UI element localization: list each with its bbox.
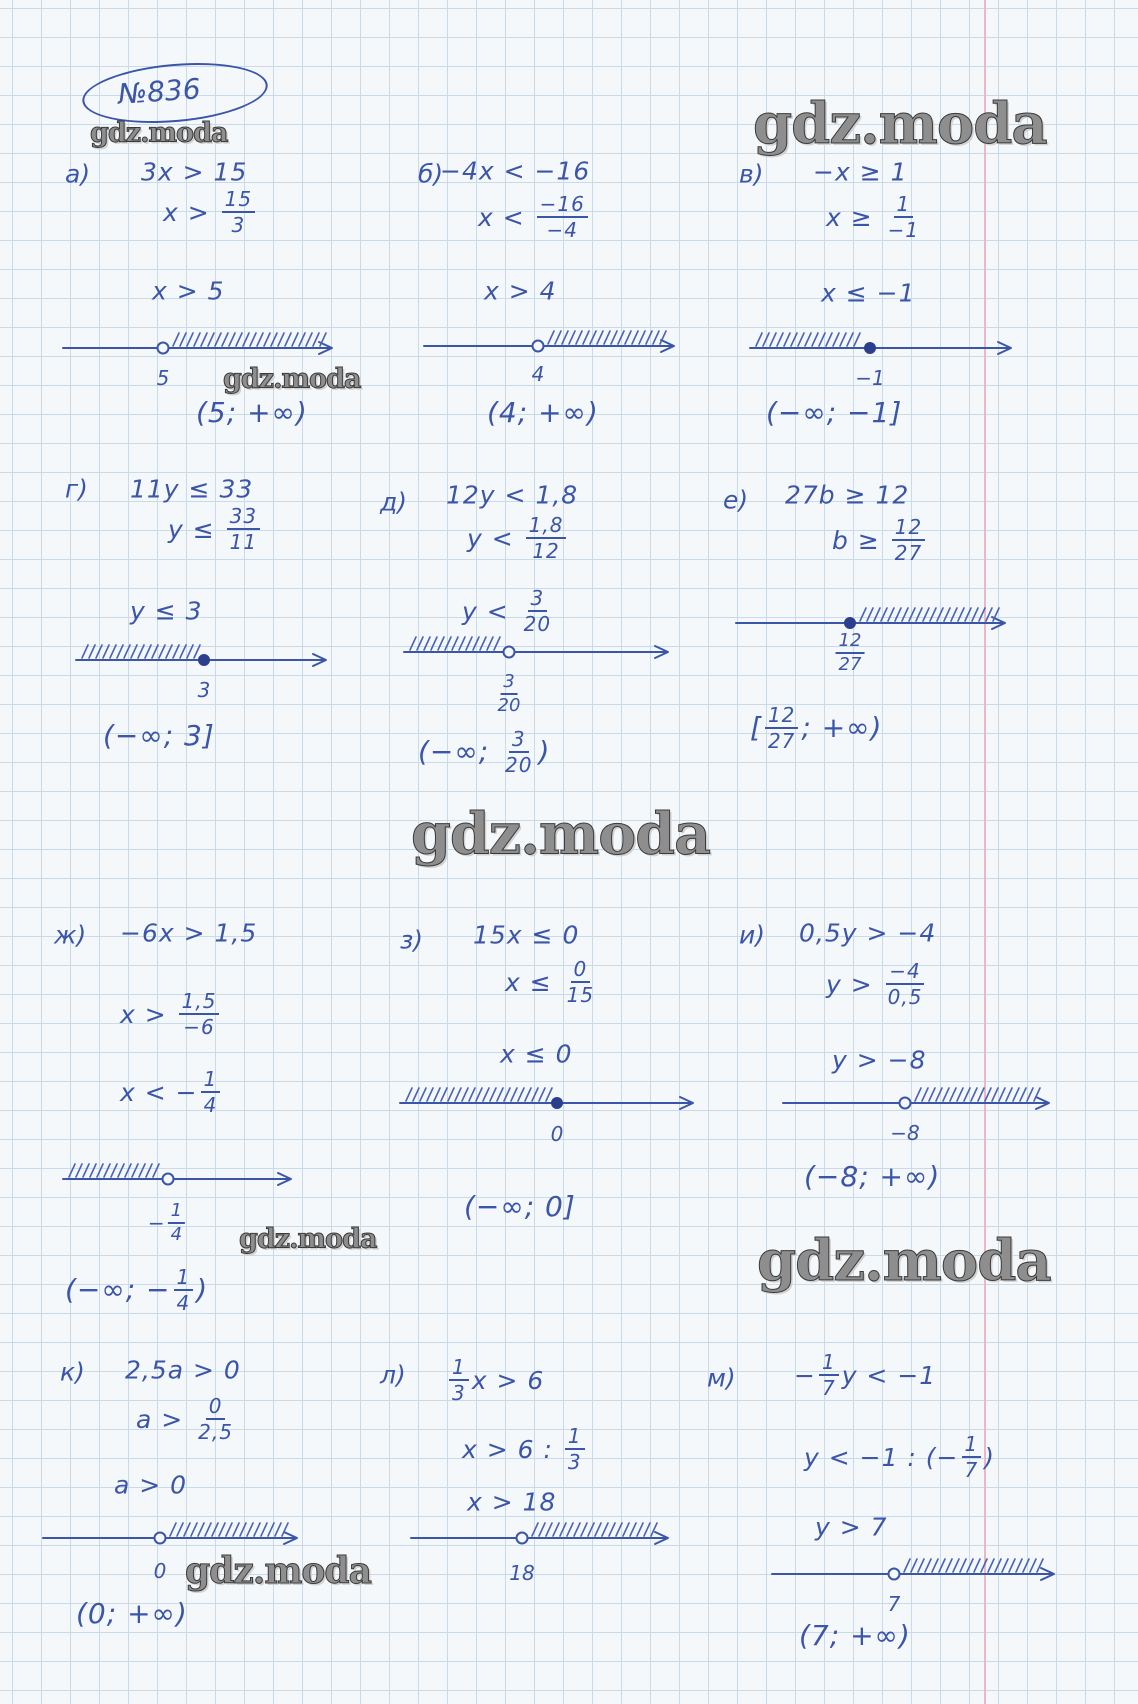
open-point bbox=[533, 341, 544, 352]
fraction bbox=[836, 632, 865, 674]
math-text: y > −8 bbox=[832, 1045, 927, 1075]
equation-line bbox=[168, 506, 263, 552]
fraction bbox=[201, 1069, 221, 1115]
problem-label: м) bbox=[707, 1363, 736, 1393]
fraction-numerator: 12 bbox=[892, 517, 925, 541]
hatching bbox=[406, 1088, 552, 1101]
problem-label: и) bbox=[739, 920, 766, 950]
fraction-numerator: 0 bbox=[571, 959, 591, 983]
math-text: ) bbox=[196, 1273, 209, 1306]
equation-line bbox=[821, 278, 916, 308]
fraction-numerator: −4 bbox=[886, 961, 923, 985]
problem-label: б) bbox=[418, 159, 444, 189]
math-text: −1 bbox=[855, 366, 885, 390]
equation-line bbox=[826, 961, 928, 1007]
watermark: gdz.moda bbox=[90, 117, 228, 149]
fraction-numerator: 1 bbox=[962, 1434, 982, 1458]
equation-line bbox=[484, 276, 557, 306]
equation-line bbox=[804, 1434, 995, 1480]
fraction-denominator: 4 bbox=[170, 1224, 183, 1245]
watermark: gdz.moda bbox=[223, 363, 361, 395]
fraction-denominator: 7 bbox=[964, 1458, 979, 1482]
watermark: gdz.moda bbox=[753, 91, 1047, 157]
watermark: gdz.moda bbox=[185, 1550, 371, 1592]
fraction-numerator: 3 bbox=[528, 588, 548, 612]
math-text: x ≤ 0 bbox=[500, 1039, 573, 1069]
fraction-numerator: 12 bbox=[765, 705, 798, 729]
problem-label: л) bbox=[380, 1360, 406, 1390]
problem-label: з) bbox=[400, 925, 424, 955]
fraction-denominator: 27 bbox=[838, 654, 862, 675]
fraction-denominator: 20 bbox=[523, 612, 552, 636]
hatching bbox=[170, 1523, 288, 1536]
math-text: 15x ≤ 0 bbox=[473, 920, 580, 950]
math-text: x > 4 bbox=[484, 276, 557, 306]
number-line-m bbox=[772, 1559, 1054, 1580]
math-text: 0 bbox=[550, 1122, 564, 1146]
fraction bbox=[227, 506, 260, 552]
answer-interval bbox=[418, 729, 550, 775]
equation-line bbox=[478, 194, 591, 240]
equation-line bbox=[794, 1352, 936, 1398]
fraction-numerator: 12 bbox=[836, 632, 865, 654]
equation-line bbox=[462, 1426, 588, 1472]
problem-label: ж) bbox=[54, 920, 87, 950]
open-point bbox=[517, 1533, 528, 1544]
fraction-numerator: 1 bbox=[168, 1202, 185, 1224]
arrow-head bbox=[655, 1532, 668, 1544]
answer-interval bbox=[750, 705, 882, 751]
math-text: [ bbox=[750, 711, 762, 744]
math-text: 12y < 1,8 bbox=[446, 480, 579, 510]
open-point bbox=[163, 1174, 174, 1185]
filled-point bbox=[199, 655, 210, 666]
math-text: − bbox=[794, 1360, 816, 1390]
math-text: (−∞; − bbox=[65, 1273, 171, 1306]
math-text: (−∞; 0] bbox=[464, 1190, 576, 1223]
answer-interval bbox=[487, 396, 599, 429]
equation-line bbox=[440, 156, 591, 186]
fraction-denominator: 27 bbox=[767, 729, 796, 753]
answer-interval bbox=[766, 396, 903, 429]
equation-line bbox=[500, 1039, 573, 1069]
arrow-head bbox=[284, 1532, 297, 1544]
math-text: y < −1 : (− bbox=[804, 1442, 959, 1472]
number-line-e bbox=[736, 608, 1005, 629]
arrow-head bbox=[992, 617, 1005, 629]
math-text: (5; +∞) bbox=[196, 396, 308, 429]
answer-interval bbox=[196, 396, 308, 429]
fraction bbox=[565, 1426, 585, 1472]
filled-point bbox=[845, 618, 856, 629]
point-label bbox=[154, 1561, 167, 1581]
fraction bbox=[502, 729, 535, 775]
fraction-denominator: 15 bbox=[566, 983, 595, 1007]
math-text: −x ≥ 1 bbox=[813, 157, 908, 187]
fraction-numerator: 33 bbox=[227, 506, 260, 530]
answer-interval bbox=[464, 1190, 576, 1223]
watermark: gdz.moda bbox=[239, 1223, 377, 1255]
equation-line bbox=[130, 474, 254, 504]
number-line-i bbox=[783, 1088, 1049, 1109]
answer-interval bbox=[76, 1597, 188, 1630]
math-text: (−∞; −1] bbox=[766, 396, 903, 429]
fraction-denominator: 2,5 bbox=[198, 1420, 233, 1444]
fraction-numerator: 1 bbox=[174, 1267, 194, 1291]
number-line-zh bbox=[63, 1164, 291, 1185]
equation-line bbox=[467, 1487, 557, 1517]
arrow-head bbox=[655, 646, 668, 658]
equation-line bbox=[473, 920, 580, 950]
fraction bbox=[179, 991, 220, 1037]
fraction-numerator: 3 bbox=[509, 729, 529, 753]
equation-line bbox=[152, 276, 225, 306]
fraction-numerator: 1 bbox=[449, 1357, 469, 1381]
fraction-denominator: 11 bbox=[229, 530, 258, 554]
equation-line bbox=[832, 1045, 927, 1075]
fraction-numerator: 1,8 bbox=[526, 515, 567, 539]
arrow-head bbox=[1041, 1568, 1054, 1580]
open-point bbox=[158, 343, 169, 354]
math-text: b ≥ bbox=[832, 525, 889, 555]
fraction bbox=[526, 515, 567, 561]
math-text: x > 6 : bbox=[462, 1434, 562, 1464]
hatching bbox=[82, 645, 200, 658]
math-text: x > 5 bbox=[152, 276, 225, 306]
math-text: ) bbox=[538, 735, 551, 768]
hatching bbox=[904, 1559, 1043, 1572]
number-line-k bbox=[43, 1523, 297, 1544]
problem-label: в) bbox=[739, 159, 764, 189]
fraction-numerator: 0 bbox=[206, 1396, 226, 1420]
point-label bbox=[198, 680, 211, 700]
arrow-head bbox=[661, 340, 674, 352]
equation-line bbox=[125, 1355, 241, 1385]
math-text: 0 bbox=[153, 1559, 167, 1583]
hatching bbox=[410, 637, 500, 650]
math-text: 3 bbox=[197, 678, 211, 702]
math-text: x > 6 bbox=[471, 1365, 545, 1395]
fraction bbox=[962, 1434, 982, 1480]
math-text: (−8; +∞) bbox=[804, 1160, 941, 1193]
answer-interval bbox=[799, 1619, 911, 1652]
math-text: (4; +∞) bbox=[487, 396, 599, 429]
equation-line bbox=[446, 480, 579, 510]
equation-line bbox=[120, 991, 222, 1037]
fraction-denominator: 27 bbox=[894, 541, 923, 565]
math-text: y < bbox=[467, 523, 523, 553]
math-text: y ≤ 3 bbox=[130, 596, 203, 626]
open-point bbox=[504, 647, 515, 658]
number-line-d bbox=[404, 637, 668, 658]
math-text: x < − bbox=[120, 1077, 198, 1107]
math-text: x > 18 bbox=[467, 1487, 557, 1517]
problem-label: г) bbox=[65, 474, 88, 504]
math-text: 7 bbox=[887, 1592, 901, 1616]
math-text: 4 bbox=[531, 362, 545, 386]
arrow-head bbox=[998, 342, 1011, 354]
hatching bbox=[860, 608, 999, 621]
math-text: −4x < −16 bbox=[440, 156, 591, 186]
number-line-a bbox=[63, 333, 332, 354]
number-line-b bbox=[424, 331, 674, 352]
math-text: x ≤ bbox=[505, 967, 561, 997]
fraction bbox=[168, 1202, 185, 1244]
fraction bbox=[174, 1267, 194, 1313]
hatching bbox=[915, 1088, 1040, 1101]
fraction-numerator: −16 bbox=[537, 194, 588, 218]
fraction bbox=[885, 194, 922, 240]
fraction-denominator: 3 bbox=[231, 213, 246, 237]
fraction-denominator: −4 bbox=[546, 218, 578, 242]
number-line-l bbox=[411, 1523, 668, 1544]
equation-line bbox=[505, 959, 600, 1005]
point-label bbox=[492, 673, 527, 715]
fraction-denominator: 7 bbox=[821, 1376, 836, 1400]
equation-line bbox=[446, 1357, 544, 1403]
math-text: x > bbox=[163, 197, 219, 227]
math-text: (−∞; bbox=[418, 735, 500, 768]
arrow-head bbox=[680, 1097, 693, 1109]
math-text: x ≤ −1 bbox=[821, 278, 916, 308]
fraction-denominator: 3 bbox=[567, 1450, 582, 1474]
point-label bbox=[157, 368, 170, 388]
hatching bbox=[532, 1523, 657, 1536]
fraction bbox=[819, 1352, 839, 1398]
math-text: (0; +∞) bbox=[76, 1597, 188, 1630]
open-point bbox=[889, 1569, 900, 1580]
arrow-head bbox=[313, 654, 326, 666]
math-text: −6x > 1,5 bbox=[120, 918, 258, 948]
math-text: ; +∞) bbox=[801, 711, 883, 744]
point-label bbox=[551, 1124, 564, 1144]
math-text: −8 bbox=[890, 1121, 920, 1145]
fraction bbox=[195, 1396, 236, 1442]
equation-line bbox=[130, 596, 203, 626]
math-text: y < −1 bbox=[841, 1360, 937, 1390]
answer-interval bbox=[804, 1160, 941, 1193]
equation-line bbox=[114, 1470, 188, 1500]
math-text: y > 7 bbox=[815, 1512, 888, 1542]
point-label bbox=[888, 1594, 901, 1614]
fraction-numerator: 1 bbox=[565, 1426, 585, 1450]
open-point bbox=[900, 1098, 911, 1109]
equation-line bbox=[136, 1396, 239, 1442]
hatching bbox=[69, 1164, 159, 1177]
problem-number: №836 bbox=[116, 72, 202, 111]
point-label bbox=[833, 632, 868, 674]
fraction-numerator: 1 bbox=[819, 1352, 839, 1376]
math-text: y ≤ bbox=[168, 514, 224, 544]
fraction-denominator: −6 bbox=[183, 1015, 215, 1039]
answer-interval bbox=[103, 719, 215, 752]
equation-line bbox=[799, 918, 937, 948]
number-line-g bbox=[76, 645, 326, 666]
math-text: ) bbox=[984, 1442, 996, 1472]
math-text: 5 bbox=[156, 366, 170, 390]
hatching bbox=[756, 333, 860, 346]
problem-label: д) bbox=[380, 487, 408, 517]
fraction-denominator: 0,5 bbox=[887, 985, 923, 1009]
watermark: gdz.moda bbox=[757, 1228, 1051, 1294]
fraction-denominator: 4 bbox=[176, 1291, 191, 1315]
fraction bbox=[885, 961, 926, 1007]
fraction-denominator: 20 bbox=[505, 753, 533, 777]
equation-line bbox=[120, 918, 258, 948]
fraction bbox=[449, 1357, 469, 1403]
equation-line bbox=[832, 517, 928, 563]
math-text: 18 bbox=[509, 1561, 535, 1585]
arrow-head bbox=[278, 1173, 291, 1185]
math-text: 2,5a > 0 bbox=[125, 1355, 241, 1385]
point-label bbox=[532, 364, 545, 384]
answer-interval bbox=[65, 1267, 208, 1313]
number-line-z bbox=[400, 1088, 693, 1109]
fraction bbox=[564, 959, 597, 1005]
math-text: x ≥ bbox=[826, 202, 882, 232]
arrow-head bbox=[1036, 1097, 1049, 1109]
equation-line bbox=[826, 194, 925, 240]
fraction bbox=[892, 517, 925, 563]
math-text: 27b ≥ 12 bbox=[785, 480, 910, 510]
math-text: a > 0 bbox=[114, 1470, 188, 1500]
arrow-head bbox=[319, 342, 332, 354]
number-line-v bbox=[750, 333, 1011, 354]
hatching bbox=[173, 333, 326, 346]
fraction-denominator: 20 bbox=[497, 695, 521, 716]
point-label bbox=[509, 1563, 534, 1583]
math-text: x < bbox=[478, 202, 534, 232]
filled-point bbox=[865, 343, 876, 354]
fraction bbox=[222, 189, 255, 235]
equation-line bbox=[785, 480, 910, 510]
fraction bbox=[537, 194, 588, 240]
equation-line bbox=[120, 1069, 223, 1115]
problem-label: е) bbox=[723, 485, 749, 515]
fraction-denominator: 3 bbox=[452, 1381, 466, 1405]
equation-line bbox=[813, 157, 908, 187]
math-text: − bbox=[147, 1211, 165, 1235]
fraction-numerator: 1 bbox=[894, 194, 914, 218]
open-point bbox=[155, 1533, 166, 1544]
math-text: (−∞; 3] bbox=[103, 719, 215, 752]
equation-line bbox=[815, 1512, 888, 1542]
problem-label: к) bbox=[60, 1357, 85, 1387]
fraction-denominator: −1 bbox=[887, 218, 920, 242]
fraction-numerator: 1 bbox=[201, 1069, 221, 1093]
fraction-numerator: 3 bbox=[500, 673, 517, 695]
fraction bbox=[765, 705, 798, 751]
math-text: 11y ≤ 33 bbox=[130, 474, 254, 504]
math-text: 0,5y > −4 bbox=[799, 918, 937, 948]
fraction-numerator: 15 bbox=[222, 189, 255, 213]
fraction-numerator: 1,5 bbox=[179, 991, 220, 1015]
watermark: gdz.moda bbox=[411, 800, 711, 868]
problem-label: а) bbox=[65, 159, 91, 189]
math-text: y < bbox=[462, 596, 518, 626]
math-text: (7; +∞) bbox=[799, 1619, 911, 1652]
hatching bbox=[548, 331, 666, 344]
math-text: y > bbox=[826, 969, 882, 999]
math-text: 3x > 15 bbox=[141, 157, 248, 187]
fraction-denominator: 4 bbox=[203, 1093, 218, 1117]
equation-line bbox=[163, 189, 258, 235]
equation-line bbox=[462, 588, 557, 634]
point-label bbox=[890, 1123, 919, 1143]
fraction-denominator: 12 bbox=[532, 539, 560, 563]
filled-point bbox=[552, 1098, 563, 1109]
math-text: a > bbox=[136, 1404, 193, 1434]
fraction bbox=[521, 588, 554, 634]
math-text: x > bbox=[120, 999, 176, 1029]
point-label bbox=[148, 1202, 188, 1244]
equation-line bbox=[467, 515, 569, 561]
equation-line bbox=[141, 157, 248, 187]
fraction bbox=[495, 673, 524, 715]
point-label bbox=[855, 368, 884, 388]
